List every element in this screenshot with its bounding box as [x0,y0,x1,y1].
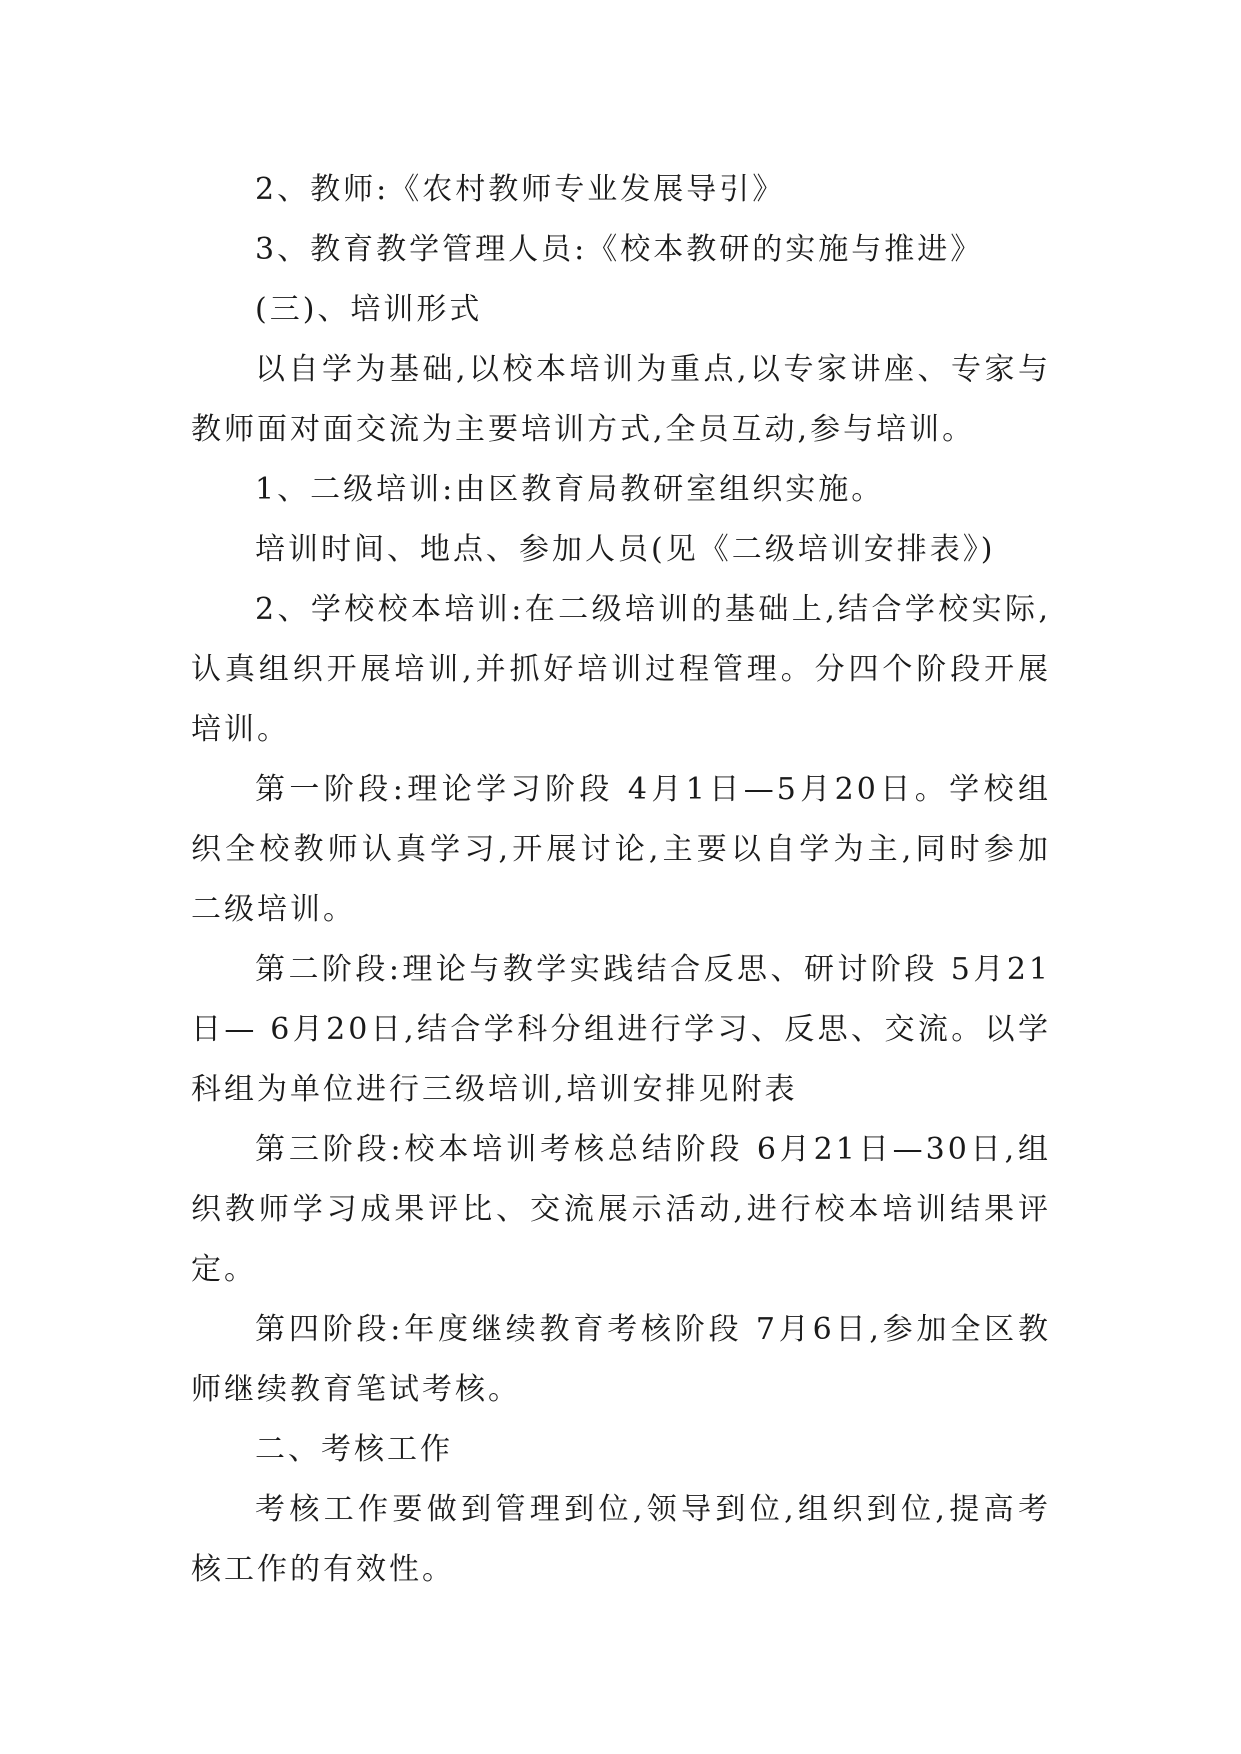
paragraph-stage-two: 第二阶段:理论与教学实践结合反思、研讨阶段 5月21日— 6月20日,结合学科分组进行学习、反思、交流。以学科组为单位进行三级培训,培训安排见附表 [191,952,1051,1107]
paragraph-school-training: 2、学校校本培训:在二级培训的基础上,结合学校实际,认真组织开展培训,并抓好培训过程管理。分四个阶段开展培训。 [191,592,1051,747]
paragraph-stage-three: 第三阶段:校本培训考核总结阶段 6月21日—30日,组织教师学习成果评比、交流展示活动,进行校本培训结果评定。 [191,1132,1051,1287]
paragraph-teacher-reading: 2、教师:《农村教师专业发展导引》 [255,172,786,207]
paragraph-assessment-work: 考核工作要做到管理到位,领导到位,组织到位,提高考核工作的有效性。 [191,1492,1051,1587]
section-heading-training-form: (三)、培训形式 [255,292,483,327]
paragraph-training-schedule-ref: 培训时间、地点、参加人员(见《二级培训安排表》) [255,532,996,567]
paragraph-training-approach: 以自学为基础,以校本培训为重点,以专家讲座、专家与教师面对面交流为主要培训方式,全员互动,参与培训。 [191,352,1051,447]
paragraph-manager-reading: 3、教育教学管理人员:《校本教研的实施与推进》 [255,232,984,267]
section-heading-assessment: 二、考核工作 [255,1432,453,1467]
paragraph-stage-one: 第一阶段:理论学习阶段 4月1日—5月20日。学校组织全校教师认真学习,开展讨论,主要以自学为主,同时参加二级培训。 [191,772,1051,927]
paragraph-second-level-training: 1、二级培训:由区教育局教研室组织实施。 [255,472,885,507]
paragraph-stage-four: 第四阶段:年度继续教育考核阶段 7月6日,参加全区教师继续教育笔试考核。 [191,1312,1051,1407]
document-body [191,160,1051,1600]
